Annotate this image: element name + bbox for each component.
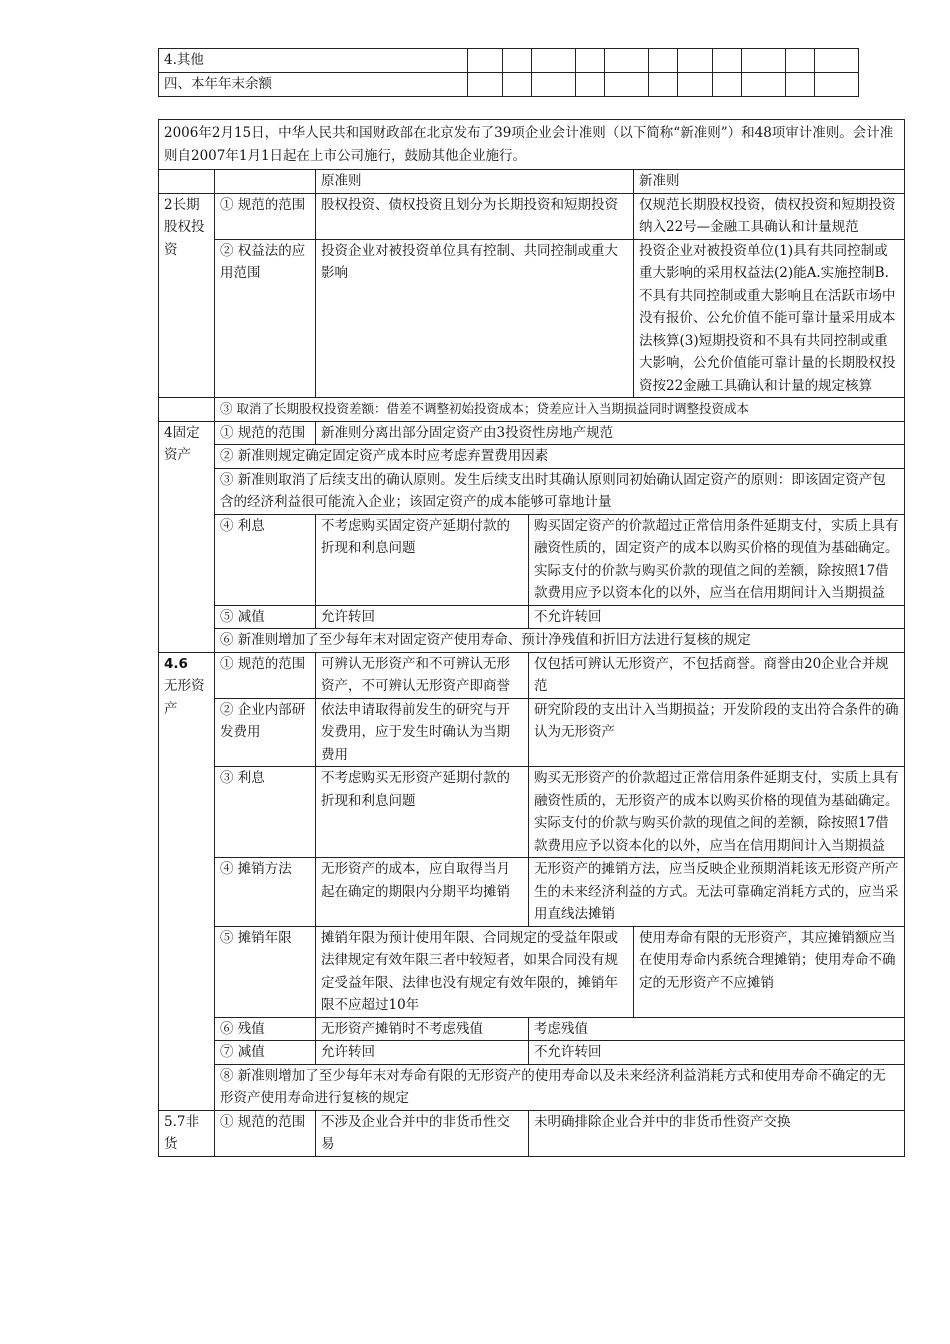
new-rule: 仅包括可辨认无形资产，不包括商誉。商誉由20企业合并规范: [529, 652, 905, 698]
item-label: ① 规范的范围: [215, 1110, 316, 1156]
new-rule: 购买无形资产的价款超过正常信用条件延期支付，实质上具有融资性质的，无形资产的成本以购买价格的现值为基础确定。实际支付的价款与购买价款的现值之间的差额，除按照17借款费用应予以资本化的以外，应当在信用期间计入当期损益: [529, 767, 905, 858]
item-label: ② 企业内部研发费用: [215, 698, 316, 767]
row-label: 4.其他: [159, 49, 468, 73]
table-row: [159, 239, 905, 398]
table-row: [159, 421, 905, 445]
old-rule: 投资企业对被投资单位具有控制、共同控制或重大影响: [316, 239, 634, 398]
table-row: [159, 193, 905, 239]
table-row: [159, 398, 905, 422]
new-rule: 无形资产的摊销方法，应当反映企业预期消耗该无形资产所产生的未来经济利益的方式。无法可靠确定消耗方式的，应当采用直线法摊销: [529, 858, 905, 927]
new-rule: 研究阶段的支出计入当期损益；开发阶段的支出符合条件的确认为无形资产: [529, 698, 905, 767]
item-label: ⑥ 残值: [215, 1017, 316, 1041]
row-label: 四、本年年末余额: [159, 73, 468, 97]
old-rule: 依法申请取得前发生的研究与开发费用，应于发生时确认为当期费用: [316, 698, 529, 767]
table-row: [159, 1064, 905, 1110]
item-label: ① 规范的范围: [215, 193, 316, 239]
item-label: ④ 利息: [215, 514, 316, 605]
old-rule: 可辨认无形资产和不可辨认无形资产，不可辨认无形资产即商誉: [316, 652, 529, 698]
section-name: 无形资产: [164, 678, 205, 717]
new-rule: 考虑残值: [529, 1017, 905, 1041]
old-rule: 不涉及企业合并中的非货币性交易: [316, 1110, 529, 1156]
new-rule: 投资企业对被投资单位(1)具有共同控制或重大影响的采用权益法(2)能A.实施控制B.不具有共同控制或重大影响且在活跃市场中没有报价、公允价值不能可靠计量采用成本法核算(3)短期投资和不具有共同控制或重大影响，公允价值能可靠计量的长期股权投资按22金融工具确认和计量的规定核算: [634, 239, 905, 398]
note-text: ⑥ 新准则增加了至少每年末对固定资产使用寿命、预计净残值和折旧方法进行复核的规定: [215, 629, 905, 653]
table-row: [159, 767, 905, 858]
old-rule: 允许转回: [316, 1041, 529, 1065]
table-row: [159, 1017, 905, 1041]
new-rule: 不允许转回: [529, 1041, 905, 1065]
section-title: 4固定资产: [159, 421, 215, 652]
table-row: [159, 468, 905, 514]
section-title: 5.7非货: [159, 1110, 215, 1156]
table-row: [159, 1041, 905, 1065]
item-label: ④ 摊销方法: [215, 858, 316, 927]
item-label: ⑦ 减值: [215, 1041, 316, 1065]
old-rule: 不考虑购买无形资产延期付款的折现和利息问题: [316, 767, 529, 858]
table-row: [159, 926, 905, 1017]
table-row: [159, 445, 905, 469]
old-rule: 无形资产的成本，应自取得当月起在确定的期限内分期平均摊销: [316, 858, 529, 927]
item-label: ⑤ 摊销年限: [215, 926, 316, 1017]
note-text: ③ 新准则取消了后续支出的确认原则。发生后续支出时其确认原则同初始确认固定资产的原则：即该固定资产包含的经济利益很可能流入企业；该固定资产的成本能够可靠地计量: [215, 468, 905, 514]
table-row: [159, 514, 905, 605]
old-rule: 摊销年限为预计使用年限、合同规定的受益年限或法律规定有效年限三者中较短者，如果合同没有规定受益年限、法律也没有规定有效年限的，摊销年限不应超过10年: [316, 926, 634, 1017]
note-text: ② 新准则规定确定固定资产成本时应考虑弃置费用因素: [215, 445, 905, 469]
item-label: ① 规范的范围: [215, 652, 316, 698]
section-title: [159, 652, 215, 1110]
table-row: [159, 1110, 905, 1156]
new-rule: 购买固定资产的价款超过正常信用条件延期支付，实质上具有融资性质的，固定资产的成本以购买价格的现值为基础确定。实际支付的价款与购买价款的现值之间的差额，除按照17借款费用应予以资本化的以外，应当在信用期间计入当期损益: [529, 514, 905, 605]
note-text: ③ 取消了长期股权投资差额：借差不调整初始投资成本；贷差应计入当期损益同时调整投资成本: [215, 398, 905, 422]
table-row: [159, 698, 905, 767]
header-new: 新准则: [634, 170, 905, 194]
table-row: [159, 858, 905, 927]
standards-comparison-table: [158, 119, 905, 1157]
header-old: 原准则: [316, 170, 634, 194]
table-row: [159, 73, 859, 97]
intro-row: [159, 120, 905, 170]
item-label: ⑤ 减值: [215, 605, 316, 629]
note-text: ⑧ 新准则增加了至少每年末对寿命有限的无形资产的使用寿命以及未来经济利益消耗方式和使用寿命不确定的无形资产使用寿命进行复核的规定: [215, 1064, 905, 1110]
item-label: ③ 利息: [215, 767, 316, 858]
rule-text: 新准则分离出部分固定资产由3投资性房地产规范: [316, 421, 905, 445]
table-row: [159, 652, 905, 698]
new-rule: 仅规范长期股权投资，债权投资和短期投资纳入22号—金融工具确认和计量规范: [634, 193, 905, 239]
new-rule: 未明确排除企业合并中的非货币性资产交换: [529, 1110, 905, 1156]
section-title: 2长期股权投资: [159, 193, 215, 398]
item-label: ① 规范的范围: [215, 421, 316, 445]
old-rule: 无形资产摊销时不考虑残值: [316, 1017, 529, 1041]
table-row: [159, 605, 905, 629]
old-rule: 股权投资、债权投资且划分为长期投资和短期投资: [316, 193, 634, 239]
old-rule: 允许转回: [316, 605, 529, 629]
table-row: [159, 629, 905, 653]
header-row: [159, 170, 905, 194]
table-row: [159, 49, 859, 73]
new-rule: 不允许转回: [529, 605, 905, 629]
section-number: 4.6: [164, 655, 188, 672]
old-rule: 不考虑购买固定资产延期付款的折现和利息问题: [316, 514, 529, 605]
item-label: ② 权益法的应用范围: [215, 239, 316, 398]
new-rule: 使用寿命有限的无形资产，其应摊销额应当在使用寿命内系统合理摊销；使用寿命不确定的无形资产不应摊销: [634, 926, 905, 1017]
balance-table: [158, 48, 859, 97]
intro-text: 2006年2月15日，中华人民共和国财政部在北京发布了39项企业会计准则（以下简称“新准则”）和48项审计准则。会计准则自2007年1月1日起在上市公司施行，鼓励其他企业施行。: [159, 120, 905, 170]
